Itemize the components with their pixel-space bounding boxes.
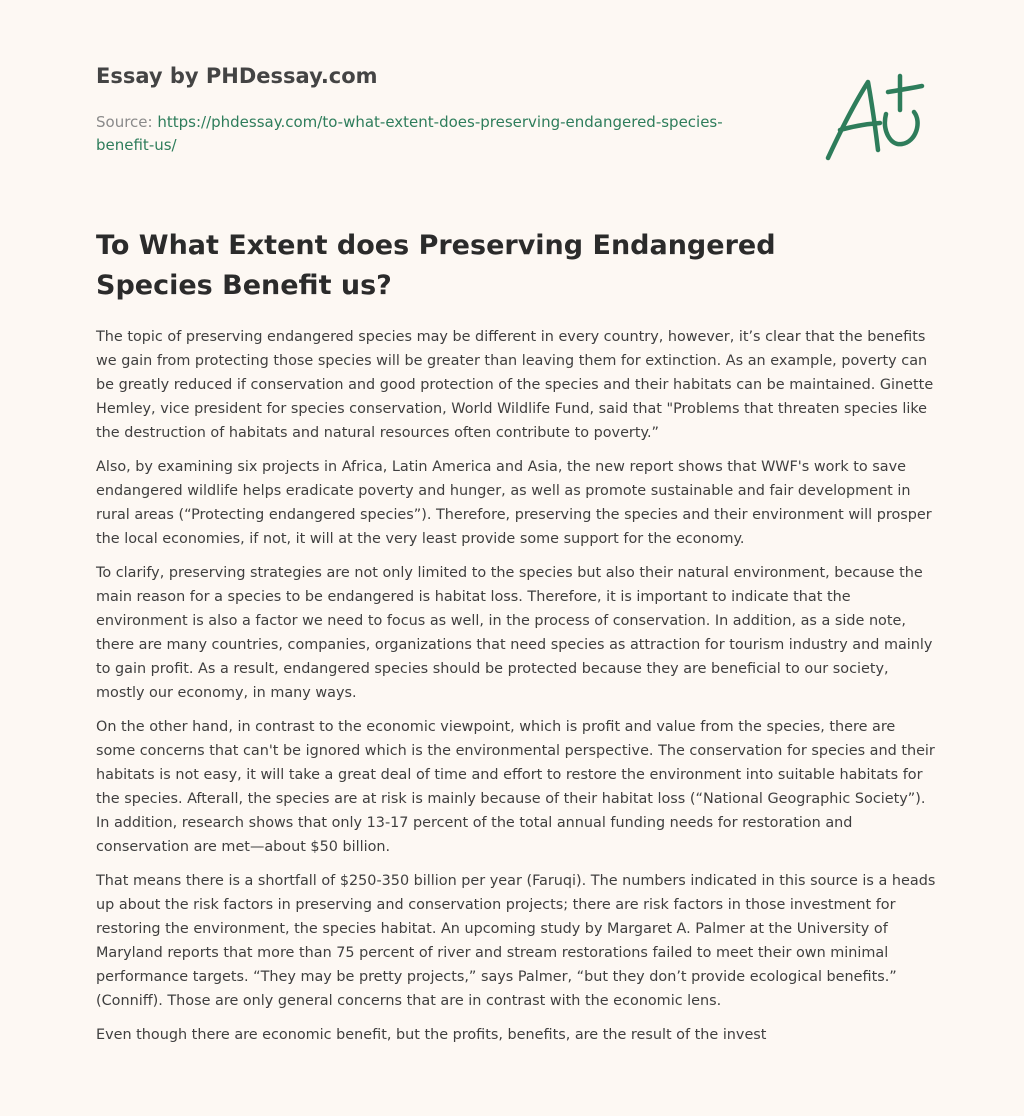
a-plus-grade-icon	[820, 70, 930, 165]
essay-title: To What Extent does Preserving Endangered Species Benefit us?	[96, 230, 776, 301]
essay-paragraph: To clarify, preserving strategies are not only limited to the species but also their natural environment, because the main reason for a species to be endangered is habitat loss. Therefore, it is important to indicate that the environment is also a factor we need to focus as well, in the process of conservation. In addition, as a side note, there are many countries, companies, organizations that need species as attraction for tourism industry and mainly to gain profit. As a result, endangered species should be protected because they are beneficial to our society, mostly our economy, in many ways.	[96, 565, 933, 701]
essay-paragraph: That means there is a shortfall of $250-350 billion per year (Faruqi). The numbers indicated in this source is a heads up about the risk factors in preserving and conservation projects; there are risk factors in those investment for restoring the environment, the species habitat. An upcoming study by Margaret A. Palmer at the University of Maryland reports that more than 75 percent of river and stream restorations failed to meet their own minimal performance targets. “They may be pretty projects,” says Palmer, “but they don’t provide ecological benefits.” (Conniff). Those are only general concerns that are in contrast with the economic lens.	[96, 873, 936, 1009]
source-line	[96, 111, 736, 157]
essay-paragraph: The topic of preserving endangered species may be different in every country, however, it’s clear that the benefits we gain from protecting those species will be greater than leaving them for extinction. As an example, poverty can be greatly reduced if conservation and good protection of the species and their habitats can be maintained. Ginette Hemley, vice president for species conservation, World Wildlife Fund, said that "Problems that threaten species like the destruction of habitats and natural resources often contribute to poverty.”	[96, 329, 934, 441]
source-label: Source:	[96, 113, 153, 131]
essay-paragraph: Also, by examining six projects in Africa, Latin America and Asia, the new report shows that WWF's work to save endangered wildlife helps eradicate poverty and hunger, as well as promote sustainable and fair development in rural areas (“Protecting endangered species”). Therefore, preserving the species and their environment will prosper the local economies, if not, it will at the very least provide some support for the economy.	[96, 459, 932, 547]
essay-paragraph: Even though there are economic benefit, but the profits, benefits, are the result of the invest	[96, 1027, 767, 1043]
site-brand-title: Essay by PHDessay.com	[96, 64, 378, 88]
source-link[interactable]: https://phdessay.com/to-what-extent-does-preserving-endangered-species-benefit-us/	[96, 113, 723, 154]
essay-body	[96, 325, 936, 1057]
essay-paragraph: On the other hand, in contrast to the economic viewpoint, which is profit and value from the species, there are some concerns that can't be ignored which is the environmental perspective. The conservation for species and their habitats is not easy, it will take a great deal of time and effort to restore the environment into suitable habitats for the species. Afterall, the species are at risk is mainly because of their habitat loss (“National Geographic Society”). In addition, research shows that only 13-17 percent of the total annual funding needs for restoration and conservation are met—about $50 billion.	[96, 719, 935, 855]
